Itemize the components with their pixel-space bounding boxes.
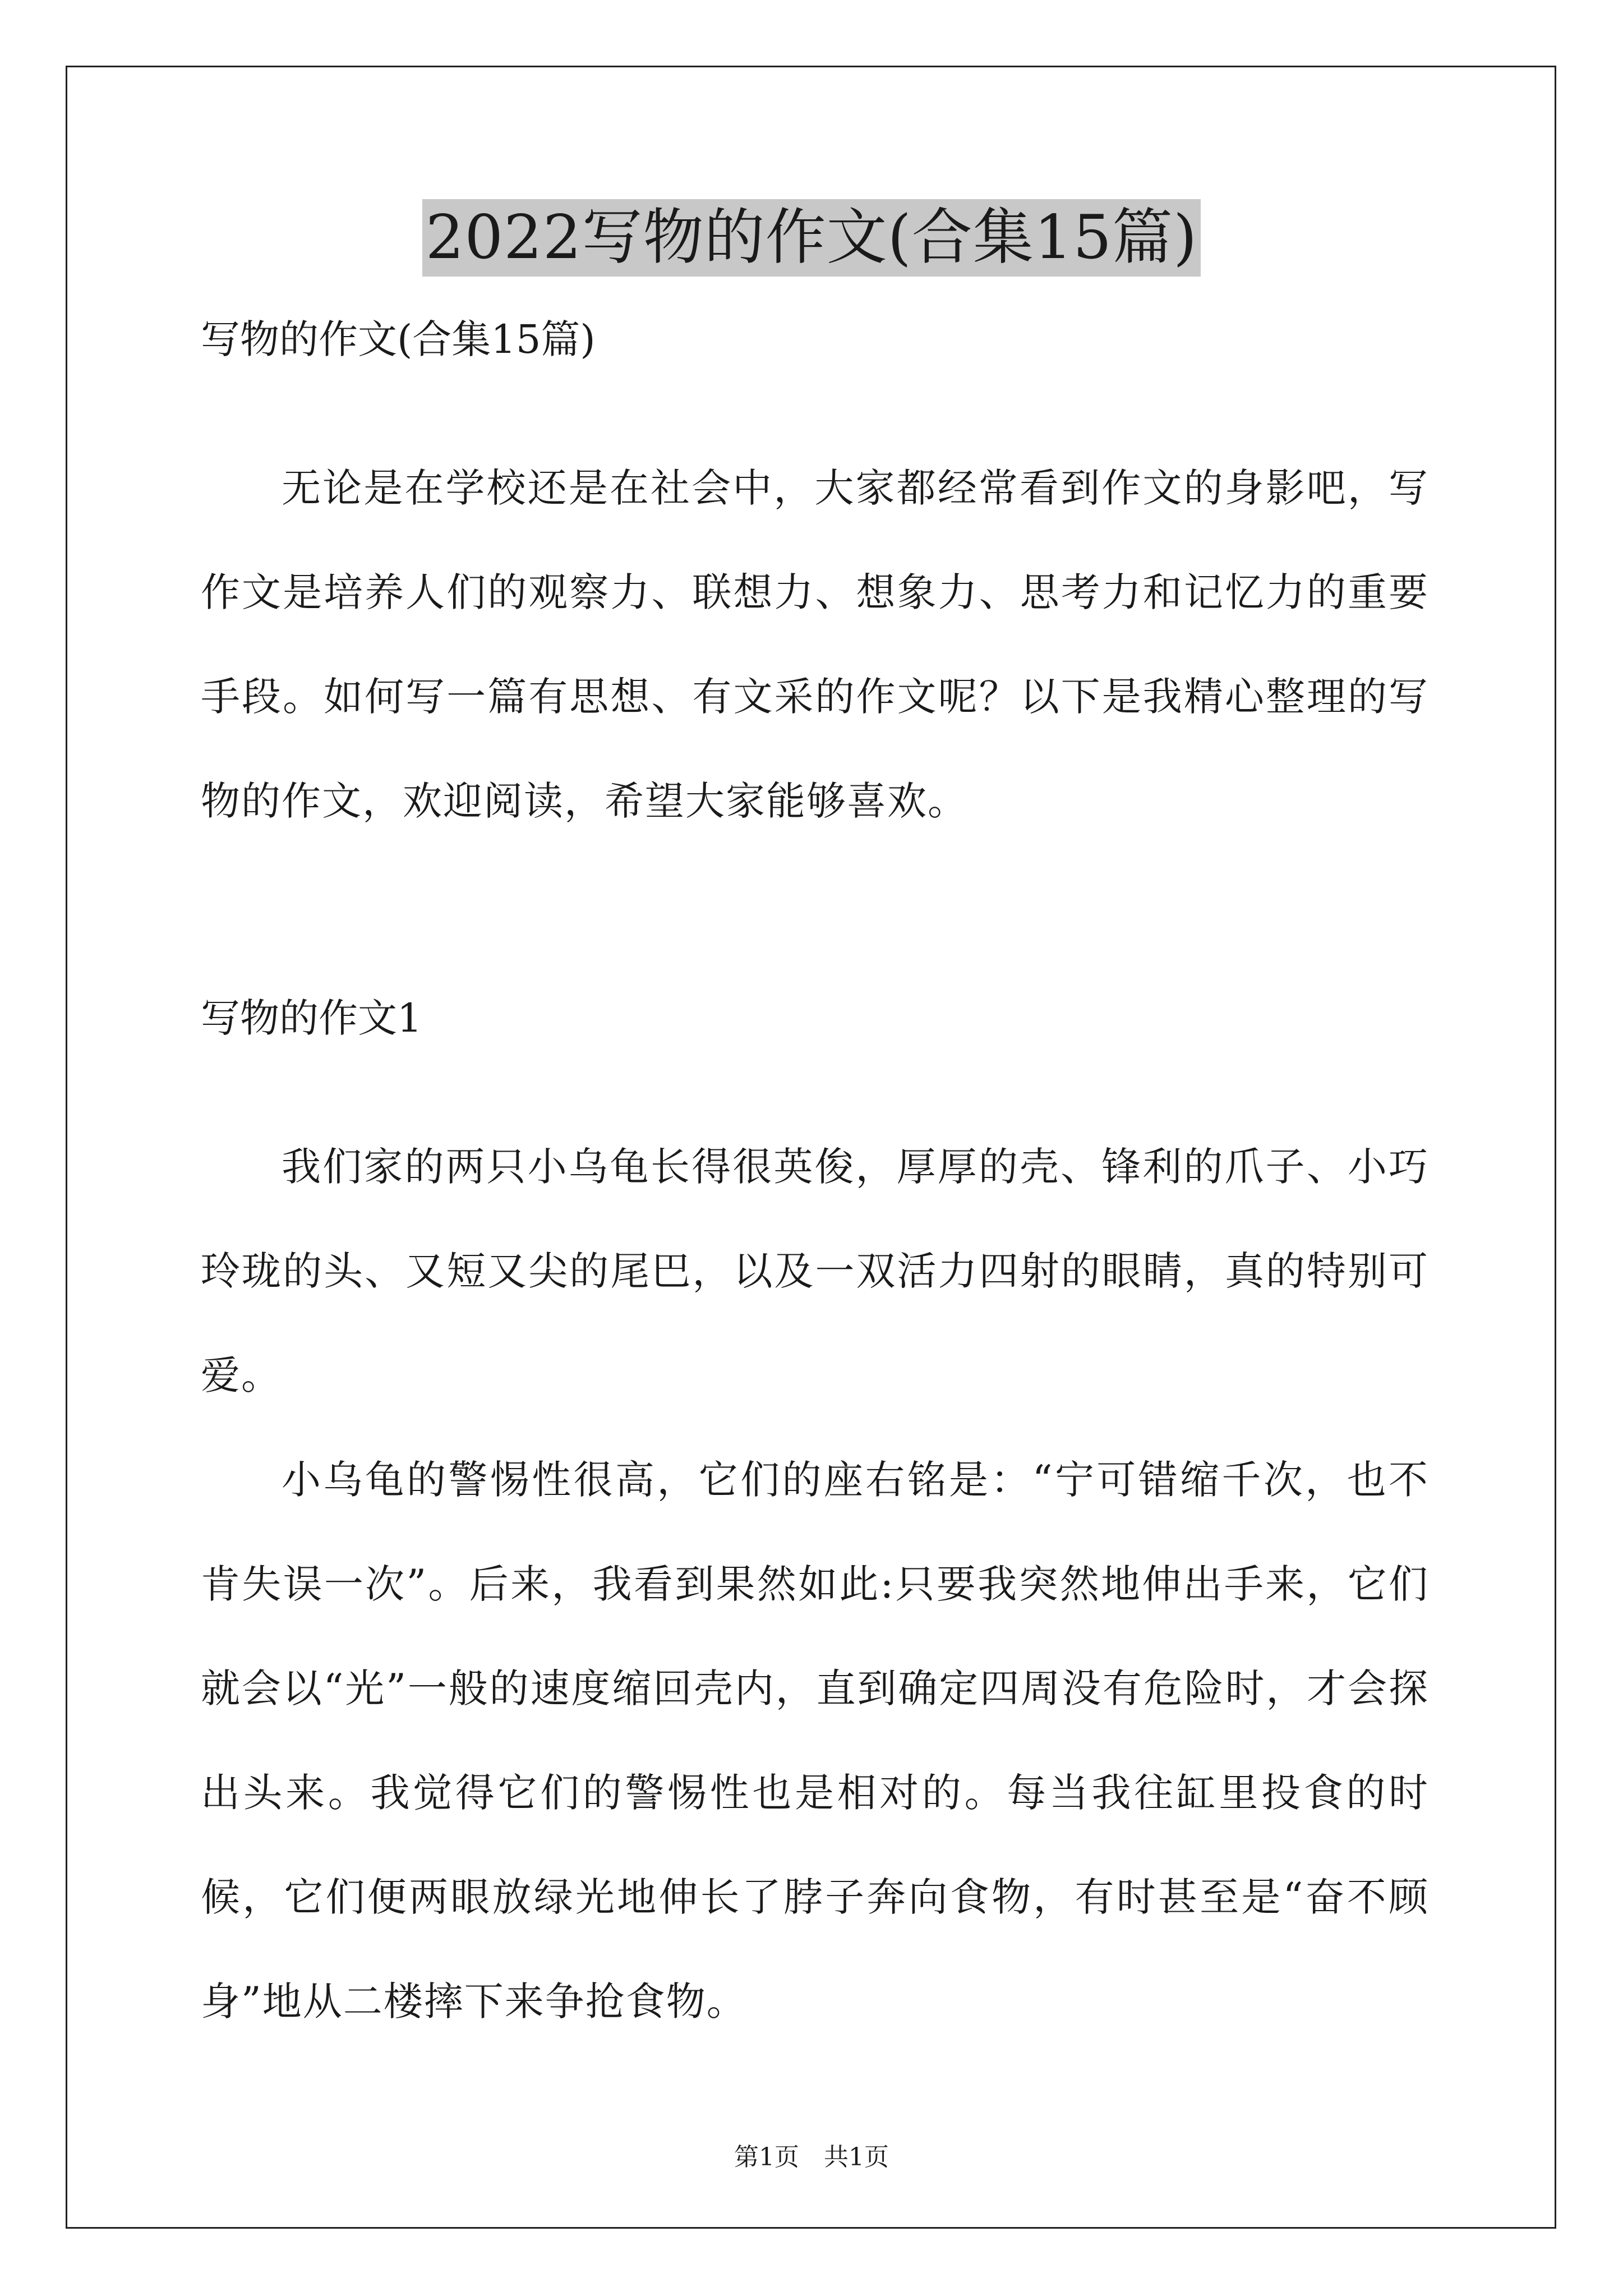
document-title: 2022写物的作文(合集15篇) — [422, 199, 1201, 277]
section-heading-1: 写物的作文1 — [201, 995, 422, 1041]
title-container — [0, 199, 1623, 277]
section1-paragraph-1: 我们家的两只小乌龟长得很英俊，厚厚的壳、锋利的爪子、小巧玲珑的头、又短又尖的尾巴，以及一双活力四射的眼睛，真的特别可爱。 — [201, 1144, 1429, 1398]
section1-paragraph-2: 小乌龟的警惕性很高，它们的座右铭是：“宁可错缩千次，也不肯失误一次”。后来，我看到果然如此:只要我突然地伸出手来，它们就会以“光”一般的速度缩回壳内，直到确定四周没有危险时，才会探出头来。我觉得它们的警惕性也是相对的。每当我往缸里投食的时候，它们便两眼放绿光地伸长了脖子奔向食物，有时甚至是“奋不顾身”地从二楼摔下来争抢食物。 — [201, 1457, 1429, 2024]
intro-paragraph: 无论是在学校还是在社会中，大家都经常看到作文的身影吧，写作文是培养人们的观察力、联想力、想象力、思考力和记忆力的重要手段。如何写一篇有思想、有文采的作文呢？以下是我精心整理的写物的作文，欢迎阅读，希望大家能够喜欢。 — [201, 465, 1429, 824]
page-footer: 第1页 共1页 — [734, 2143, 889, 2171]
document-subtitle: 写物的作文(合集15篇) — [201, 316, 596, 362]
